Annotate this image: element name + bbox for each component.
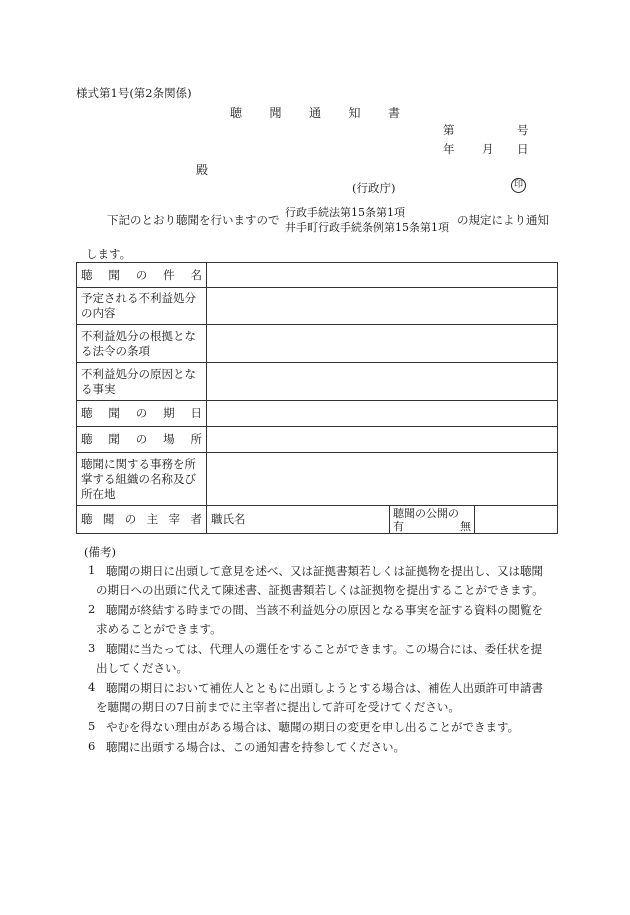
table-row (77, 363, 558, 401)
row-value-legal-basis[interactable] (207, 325, 558, 363)
row-label-hearing-place: 聴 聞 の 場 所 (77, 427, 207, 453)
note-number: 3 (88, 641, 96, 655)
note-2-line-2: 求めることができます。 (96, 622, 222, 636)
addressee-suffix: 殿 (196, 163, 209, 177)
row-label-organization: 聴聞に関する事務を所掌する組織の名称及び所在地 (77, 453, 207, 506)
note-4-line-2: を聴聞の期日の7日前までに主宰者に提出して許可を受けてください。 (96, 700, 460, 714)
notes-heading: (備考) (84, 545, 116, 559)
note-6-line-1: 聴聞に出頭する場合は、この通知書を持参してください。 (106, 740, 405, 754)
note-number: 4 (88, 680, 96, 694)
note-4-line-1: 聴聞の期日において補佐人とともに出頭しようとする場合は、補佐人出頭許可申請書 (106, 681, 543, 695)
number-prefix: 第 (443, 123, 455, 137)
title-char: 書 (387, 106, 400, 120)
date-month: 月 (482, 142, 494, 156)
title-char: 通 (308, 106, 321, 120)
row-label-presider: 聴 聞 の 主 宰 者 (77, 506, 207, 534)
row-value-hearing-place[interactable] (207, 427, 558, 453)
title-char: 聴 (230, 106, 243, 120)
row-value-cause-facts[interactable] (207, 363, 558, 401)
row-value-planned-disposition[interactable] (207, 288, 558, 325)
number-suffix: 号 (517, 123, 529, 137)
row-value-hearing-date[interactable] (207, 401, 558, 427)
table-row (77, 325, 558, 363)
table-row (77, 427, 558, 453)
table-row (77, 401, 558, 427)
intro-suffix: の規定により通知 (457, 213, 549, 227)
row-label-case-name: 聴 聞 の 件 名 (77, 263, 207, 288)
note-number: 2 (88, 602, 96, 616)
table-row (77, 506, 558, 534)
table-row (77, 263, 558, 288)
table-row (77, 453, 558, 506)
law-reference-2: 井手町行政手続条例第15条第1項 (285, 221, 449, 234)
intro-prefix: 下記のとおり聴聞を行いますので (107, 213, 280, 227)
row-label-hearing-date: 聴 聞 の 期 日 (77, 401, 207, 427)
intro-continuation: します。 (86, 247, 132, 261)
date-day: 日 (517, 142, 529, 156)
row-label-planned-disposition: 予定される不利益処分の内容 (77, 288, 207, 325)
note-2-line-1: 聴聞が終結する時までの間、当該不利益処分の原因となる事実を証する資料の閲覧を (106, 603, 543, 617)
note-number: 6 (88, 739, 96, 753)
row-label-legal-basis: 不利益処分の根拠となる法令の条項 (77, 325, 207, 363)
row-label-cause-facts: 不利益処分の原因となる事実 (77, 363, 207, 401)
form-number: 様式第1号(第2条関係) (76, 86, 192, 100)
note-number: 1 (88, 563, 96, 577)
seal-mark: 印 (511, 178, 526, 193)
note-3-line-2: 出してください。 (96, 661, 188, 675)
note-3-line-1: 聴聞に当たっては、代理人の選任をすることができます。この場合には、委任状を提 (106, 642, 543, 656)
title-char: 知 (348, 106, 361, 120)
note-1-line-1: 聴聞の期日に出頭して意見を述べ、又は証拠書類若しくは証拠物を提出し、又は聴聞 (106, 564, 543, 578)
public-hearing-label: 聴聞の公開の 有 無 (390, 506, 475, 534)
row-value-case-name[interactable] (207, 263, 558, 288)
table-row (77, 288, 558, 325)
law-reference-1: 行政手続法第15条第1項 (285, 206, 405, 219)
date-year: 年 (443, 142, 455, 156)
public-hearing-value[interactable] (475, 506, 558, 534)
agency-label: (行政庁) (352, 181, 396, 195)
note-5-line-1: やむを得ない理由がある場合は、聴聞の期日の変更を申し出ることができます。 (106, 720, 520, 734)
row-value-organization[interactable] (207, 453, 558, 506)
title-char: 聞 (269, 106, 282, 120)
row-value-presider[interactable]: 職氏名 (207, 506, 390, 534)
note-1-line-2: の期日への出頭に代えて陳述書、証拠書類若しくは証拠物を提出することができます。 (96, 583, 544, 597)
hearing-details-table (76, 262, 558, 534)
note-number: 5 (88, 719, 96, 733)
document-title (230, 104, 400, 121)
